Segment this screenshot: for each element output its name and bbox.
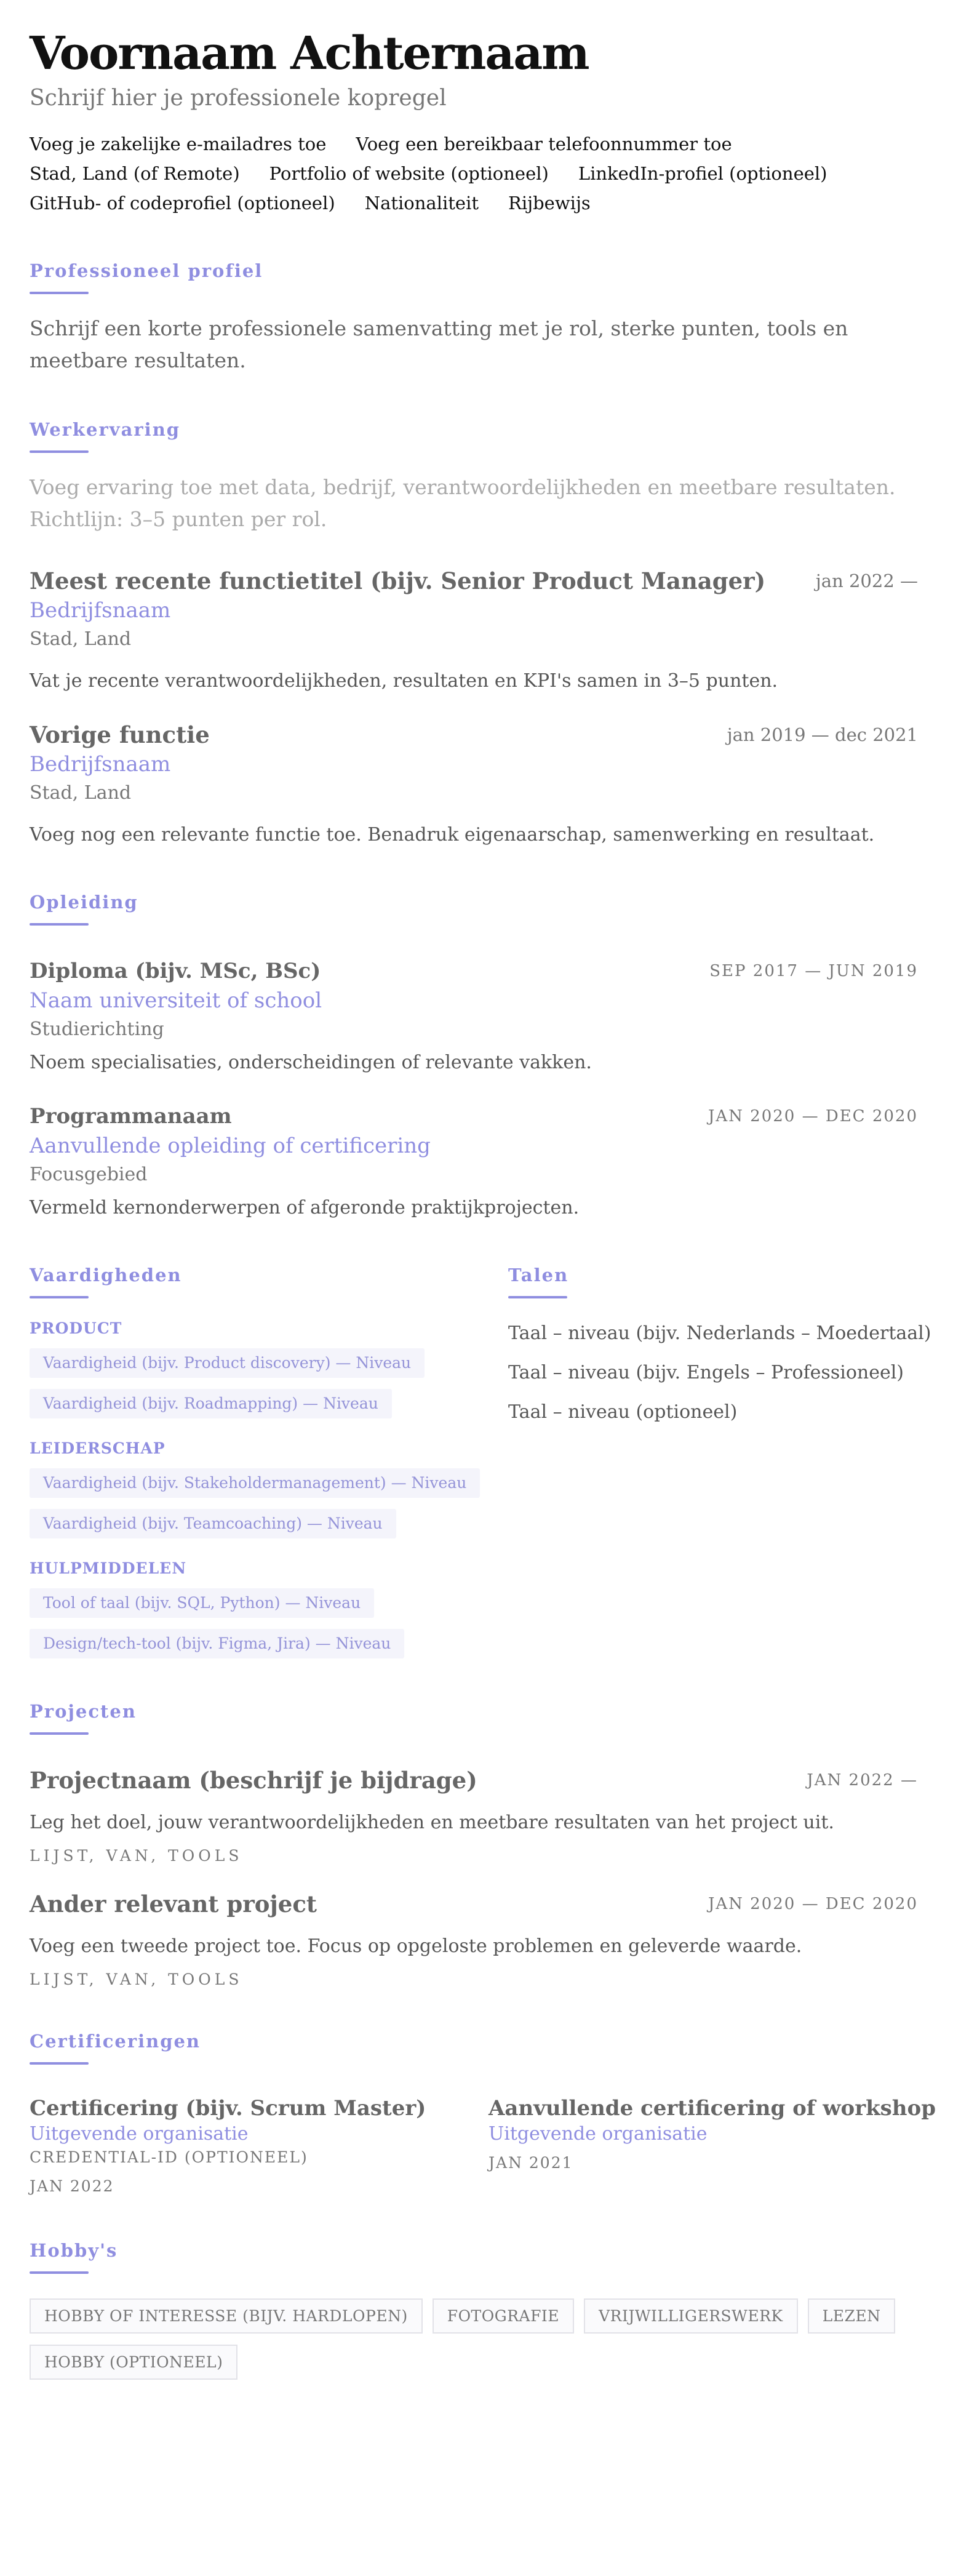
languages-section [508,1263,939,1658]
skill-chip: Vaardigheid (bijv. Product discovery) — Niveau [30,1348,425,1378]
contact-list [30,129,952,218]
skill-chip: Tool of taal (bijv. SQL, Python) — Niveau [30,1588,374,1618]
section-title: Certificeringen [30,2031,201,2052]
section-underline [30,2271,89,2274]
section-title: Vaardigheden [30,1265,182,1286]
contact-portfolio[interactable]: Portfolio of website (optioneel) [269,163,549,184]
section-title: Werkervaring [30,419,181,440]
profile-section [30,258,947,377]
section-title: Talen [508,1265,569,1286]
project-tools: LIJST, VAN, TOOLS [30,1847,243,1865]
resume-header [30,0,947,218]
section-underline [30,923,89,926]
profile-summary: Schrijf een korte professionele samenvatting met je rol, sterke punten, tools en meetbare resultaten. [30,316,848,372]
project-description: Leg het doel, jouw verantwoordelijkheden en meetbare resultaten van het project uit. [30,1812,834,1833]
hobby-list [30,2298,947,2391]
certifications-section [30,2029,947,2198]
project-description: Voeg een tweede project toe. Focus op opgeloste problemen en geleverde waarde. [30,1935,802,1957]
experience-hint: Voeg ervaring toe met data, bedrijf, verantwoordelijkheden en meetbare resultaten. Richtlijn: 3–5 punten per rol. [30,475,896,531]
degree-title: Diploma (bijv. MSc, BSc) [30,959,321,983]
certification-title: Certificering (bijv. Scrum Master) [30,2096,426,2121]
job-description: Voeg nog een relevante functie toe. Benadruk eigenaarschap, samenwerking en resultaat. [30,824,875,846]
section-title: Professioneel profiel [30,260,263,281]
company-name: Bedrijfsnaam [30,752,171,777]
job-title: Vorige functie [30,721,210,748]
job-description: Vat je recente verantwoordelijkheden, resultaten en KPI's samen in 3–5 punten. [30,670,778,692]
skills-languages-row [30,1263,947,1658]
job-location: Stad, Land [30,628,132,650]
skill-group-title: HULPMIDDELEN [30,1559,187,1577]
section-underline [30,450,89,453]
section-underline [30,1296,89,1298]
contact-linkedin[interactable]: LinkedIn-profiel (optioneel) [578,163,827,184]
experience-section [30,417,947,849]
job-date: jan 2022 — [815,570,918,591]
skill-chip: Vaardigheid (bijv. Stakeholdermanagement) — Niveau [30,1468,480,1498]
contact-github[interactable]: GitHub- of codeprofiel (optioneel) [30,193,335,214]
education-date: JAN 2020 — DEC 2020 [708,1107,918,1126]
skill-chip: Vaardigheid (bijv. Roadmapping) — Niveau [30,1389,392,1418]
professional-tagline: Schrijf hier je professionele kopregel [30,86,447,111]
contact-phone[interactable]: Voeg een bereikbaar telefoonnummer toe [356,134,732,154]
experience-entry [30,720,947,849]
contact-location: Stad, Land (of Remote) [30,163,240,184]
school-name: Naam universiteit of school [30,988,322,1013]
school-name: Aanvullende opleiding of certificering [30,1134,431,1158]
certification-title: Aanvullende certificering of workshop [488,2096,936,2121]
contact-nationality: Nationaliteit [364,193,479,214]
skill-chip: Vaardigheid (bijv. Teamcoaching) — Niveau [30,1509,396,1538]
contact-drivers-license: Rijbewijs [508,193,591,214]
language-item: Taal – niveau (bijv. Nederlands – Moedertaal) [508,1322,931,1344]
project-entry [30,1766,947,1865]
section-underline [508,1296,567,1298]
job-title: Meest recente functietitel (bijv. Senior Product Manager) [30,567,766,594]
job-location: Stad, Land [30,782,132,804]
education-description: Vermeld kernonderwerpen of afgeronde praktijkprojecten. [30,1197,580,1218]
language-item: Taal – niveau (optioneel) [508,1401,738,1423]
hobby-tag: VRIJWILLIGERSWERK [584,2298,798,2334]
project-entry [30,1889,947,1988]
certification-date: JAN 2022 [30,2177,114,2195]
projects-section [30,1699,947,1988]
education-entry [30,956,947,1077]
certification-issuer: Uitgevende organisatie [30,2123,249,2145]
contact-email[interactable]: Voeg je zakelijke e-mailadres toe [30,134,327,154]
hobby-tag: FOTOGRAFIE [433,2298,574,2334]
skill-group-title: PRODUCT [30,1319,122,1337]
hobby-tag: LEZEN [808,2298,896,2334]
section-underline [30,1732,89,1735]
section-title: Hobby's [30,2240,118,2261]
certification-entry [30,2094,488,2198]
skill-chip: Design/tech-tool (bijv. Figma, Jira) — Niveau [30,1629,404,1658]
degree-title: Programmanaam [30,1104,232,1129]
project-title: Projectnaam (beschrijf je bijdrage) [30,1767,477,1794]
education-description: Noem specialisaties, onderscheidingen of relevante vakken. [30,1052,592,1073]
project-title: Ander relevant project [30,1890,317,1918]
person-name: Voornaam Achternaam [30,27,589,80]
project-date: JAN 2022 — [807,1771,918,1790]
hobby-tag: HOBBY OF INTERESSE (BIJV. HARDLOPEN) [30,2298,423,2334]
certification-issuer: Uitgevende organisatie [488,2123,708,2145]
experience-entry [30,566,947,695]
hobbies-section [30,2238,947,2391]
company-name: Bedrijfsnaam [30,598,171,623]
certification-list [30,2094,947,2198]
language-item: Taal – niveau (bijv. Engels – Professioneel) [508,1362,904,1383]
job-date: jan 2019 — dec 2021 [727,724,918,745]
project-date: JAN 2020 — DEC 2020 [708,1895,918,1913]
study-field: Studierichting [30,1018,164,1040]
education-date: SEP 2017 — JUN 2019 [709,962,918,980]
section-title: Opleiding [30,892,138,913]
study-field: Focusgebied [30,1164,148,1185]
education-section [30,890,947,1222]
certification-date: JAN 2021 [488,2154,573,2172]
skill-group-title: LEIDERSCHAP [30,1439,165,1457]
education-entry [30,1102,947,1222]
section-title: Projecten [30,1701,137,1722]
credential-id: CREDENTIAL-ID (OPTIONEEL) [30,2148,308,2166]
section-underline [30,2062,89,2065]
skills-section [30,1263,508,1658]
project-tools: LIJST, VAN, TOOLS [30,1970,243,1988]
hobby-tag: HOBBY (OPTIONEEL) [30,2345,237,2380]
section-underline [30,292,89,294]
certification-entry [488,2094,947,2198]
